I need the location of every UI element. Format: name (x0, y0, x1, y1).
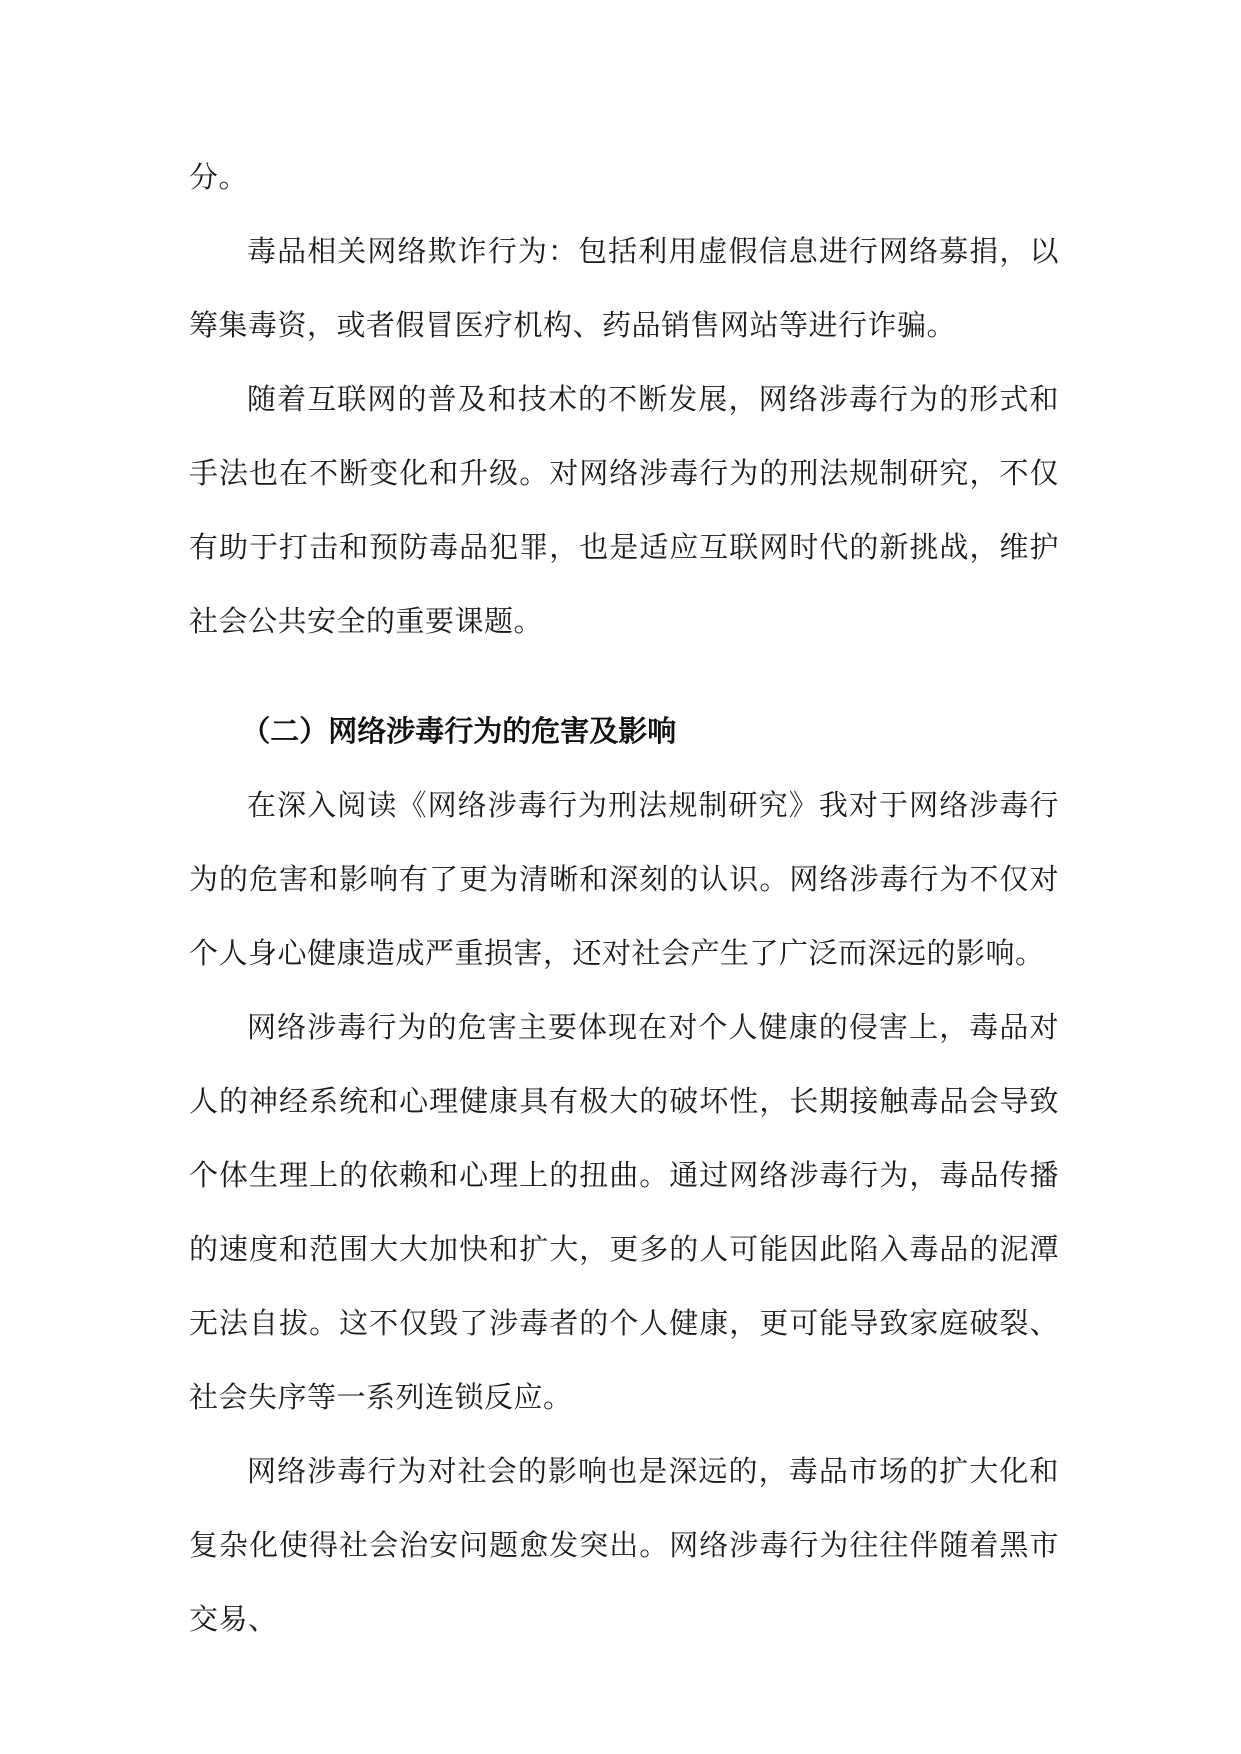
paragraph-drug-fraud: 毒品相关网络欺诈行为：包括利用虚假信息进行网络募捐，以筹集毒资，或者假冒医疗机构、药品销售网站等进行诈骗。 (189, 234, 1059, 342)
section-heading: （二）网络涉毒行为的危害及影响 (241, 714, 677, 748)
paragraph-continuation: 分。 (189, 160, 249, 194)
paragraph-internet-development: 随着互联网的普及和技术的不断发展，网络涉毒行为的形式和手法也在不断变化和升级。对网络涉毒行为的刑法规制研究，不仅有助于打击和预防毒品犯罪，也是适应互联网时代的新挑战，维护社会公共安全的重要课题。 (189, 382, 1059, 638)
paragraph-personal-harm: 网络涉毒行为的危害主要体现在对个人健康的侵害上，毒品对人的神经系统和心理健康具有极大的破坏性，长期接触毒品会导致个体生理上的依赖和心理上的扭曲。通过网络涉毒行为，毒品传播的速度和范围大大加快和扩大，更多的人可能因此陷入毒品的泥潭无法自拔。这不仅毁了涉毒者的个人健康，更可能导致家庭破裂、社会失序等一系列连锁反应。 (189, 1010, 1059, 1414)
paragraph-reading-reflection: 在深入阅读《网络涉毒行为刑法规制研究》我对于网络涉毒行为的危害和影响有了更为清晰和深刻的认识。网络涉毒行为不仅对个人身心健康造成严重损害，还对社会产生了广泛而深远的影响。 (189, 788, 1059, 970)
document-body (189, 140, 1059, 1656)
paragraph-social-impact: 网络涉毒行为对社会的影响也是深远的，毒品市场的扩大化和复杂化使得社会治安问题愈发突出。网络涉毒行为往往伴随着黑市交易、 (189, 1454, 1059, 1636)
